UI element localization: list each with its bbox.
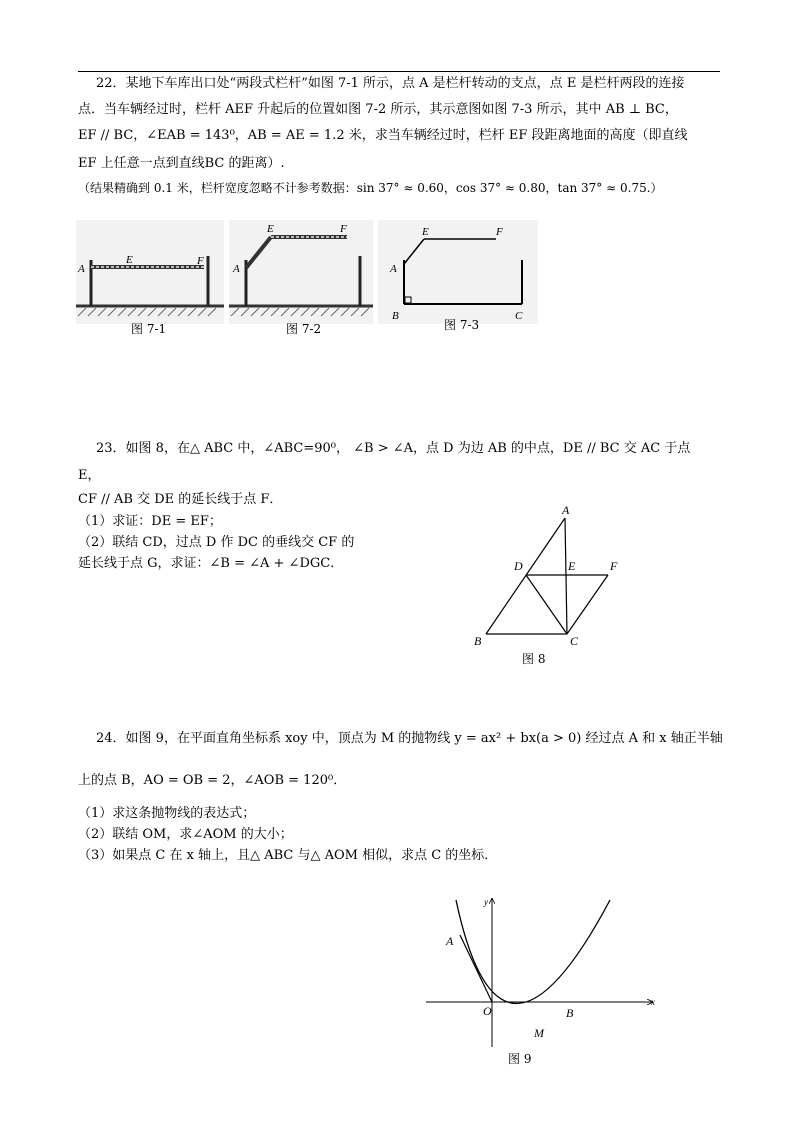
fig73-label-b: B xyxy=(392,310,399,322)
fig9-label-x: x xyxy=(651,997,655,1007)
fig8-caption: 图 8 xyxy=(522,652,546,666)
fig7-2-caption: 图 7-2 xyxy=(286,322,322,336)
q22-line-4: EF 上任意一点到直线BC 的距离）. xyxy=(78,156,285,171)
fig73-label-f: F xyxy=(496,226,503,238)
fig8-label-f: F xyxy=(610,559,618,573)
q23-line-4: （1）求证：DE = EF； xyxy=(78,514,222,529)
fig7-1-caption: 图 7-1 xyxy=(131,322,167,336)
fig72-label-a: A xyxy=(233,263,240,275)
fig9-label-b: B xyxy=(566,1006,574,1020)
fig9-label-o: O xyxy=(483,1004,492,1018)
figure-7-3 xyxy=(378,220,538,324)
fig8-label-d: D xyxy=(514,559,523,573)
q24-line-4: （2）联结 OM，求∠AOM 的大小； xyxy=(78,827,293,842)
q23-line-1: 23．如图 8，在△ ABC 中，∠ABC=90⁰， ∠B > ∠A，点 D 为边 AB 的中点，DE // BC 交 AC 于点 xyxy=(96,441,691,456)
fig9-label-y: y xyxy=(484,897,488,907)
fig71-label-a: A xyxy=(78,263,85,275)
fig73-label-a: A xyxy=(390,263,397,275)
figure-7-2 xyxy=(229,220,373,324)
q22-line-3: EF // BC，∠EAB = 143⁰，AB = AE = 1.2 米，求当车辆经过时，栏杆 EF 段距离地面的高度（即直线 xyxy=(78,128,688,143)
q24-line-2: 上的点 B，AO = OB = 2，∠AOB = 120⁰． xyxy=(78,773,347,788)
q24-line-1: 24．如图 9，在平面直角坐标系 xoy 中，顶点为 M 的抛物线 y = ax² + bx(a > 0) 经过点 A 和 x 轴正半轴 xyxy=(96,731,723,746)
fig8-label-b: B xyxy=(474,634,482,648)
q22-line-5: （结果精确到 0.1 米，栏杆宽度忽略不计参考数据：sin 37° ≈ 0.60，cos 37° ≈ 0.80，tan 37° ≈ 0.75.） xyxy=(78,181,663,195)
q24-line-5: （3）如果点 C 在 x 轴上，且△ ABC 与△ AOM 相似，求点 C 的坐标． xyxy=(78,848,498,863)
fig72-label-e: E xyxy=(267,223,274,235)
fig73-label-e: E xyxy=(422,226,429,238)
q23-line-5: （2）联结 CD，过点 D 作 DC 的垂线交 CF 的 xyxy=(78,535,355,550)
q23-line-3: CF // AB 交 DE 的延长线于点 F． xyxy=(78,492,283,507)
q24-line-3: （1）求这条抛物线的表达式； xyxy=(78,806,256,821)
figure-9 xyxy=(420,895,660,1055)
fig73-label-c: C xyxy=(515,310,523,322)
fig9-label-m: M xyxy=(534,1026,544,1040)
figure-7-1 xyxy=(76,220,224,324)
figure-8 xyxy=(468,500,628,650)
fig8-label-c: C xyxy=(570,634,579,648)
fig9-caption: 图 9 xyxy=(508,1052,532,1066)
header-rule xyxy=(78,71,720,72)
fig8-label-a: A xyxy=(562,503,570,517)
q23-line-2: E， xyxy=(78,468,101,483)
q22-line-1: 22．某地下车库出口处“两段式栏杆”如图 7-1 所示，点 A 是栏杆转动的支点，点 E 是栏杆两段的连接 xyxy=(96,76,685,91)
fig72-label-f: F xyxy=(340,223,347,235)
q22-line-2: 点．当车辆经过时，栏杆 AEF 升起后的位置如图 7-2 所示，其示意图如图 7-3 所示，其中 AB ⊥ BC， xyxy=(78,102,678,117)
fig71-label-e: E xyxy=(126,254,133,266)
fig9-label-a: A xyxy=(446,934,454,948)
fig8-label-e: E xyxy=(568,559,576,573)
q23-line-6: 延长线于点 G，求证：∠B = ∠A + ∠DGC． xyxy=(78,556,344,571)
fig71-label-f: F xyxy=(197,255,204,267)
fig7-3-caption: 图 7-3 xyxy=(444,318,480,332)
